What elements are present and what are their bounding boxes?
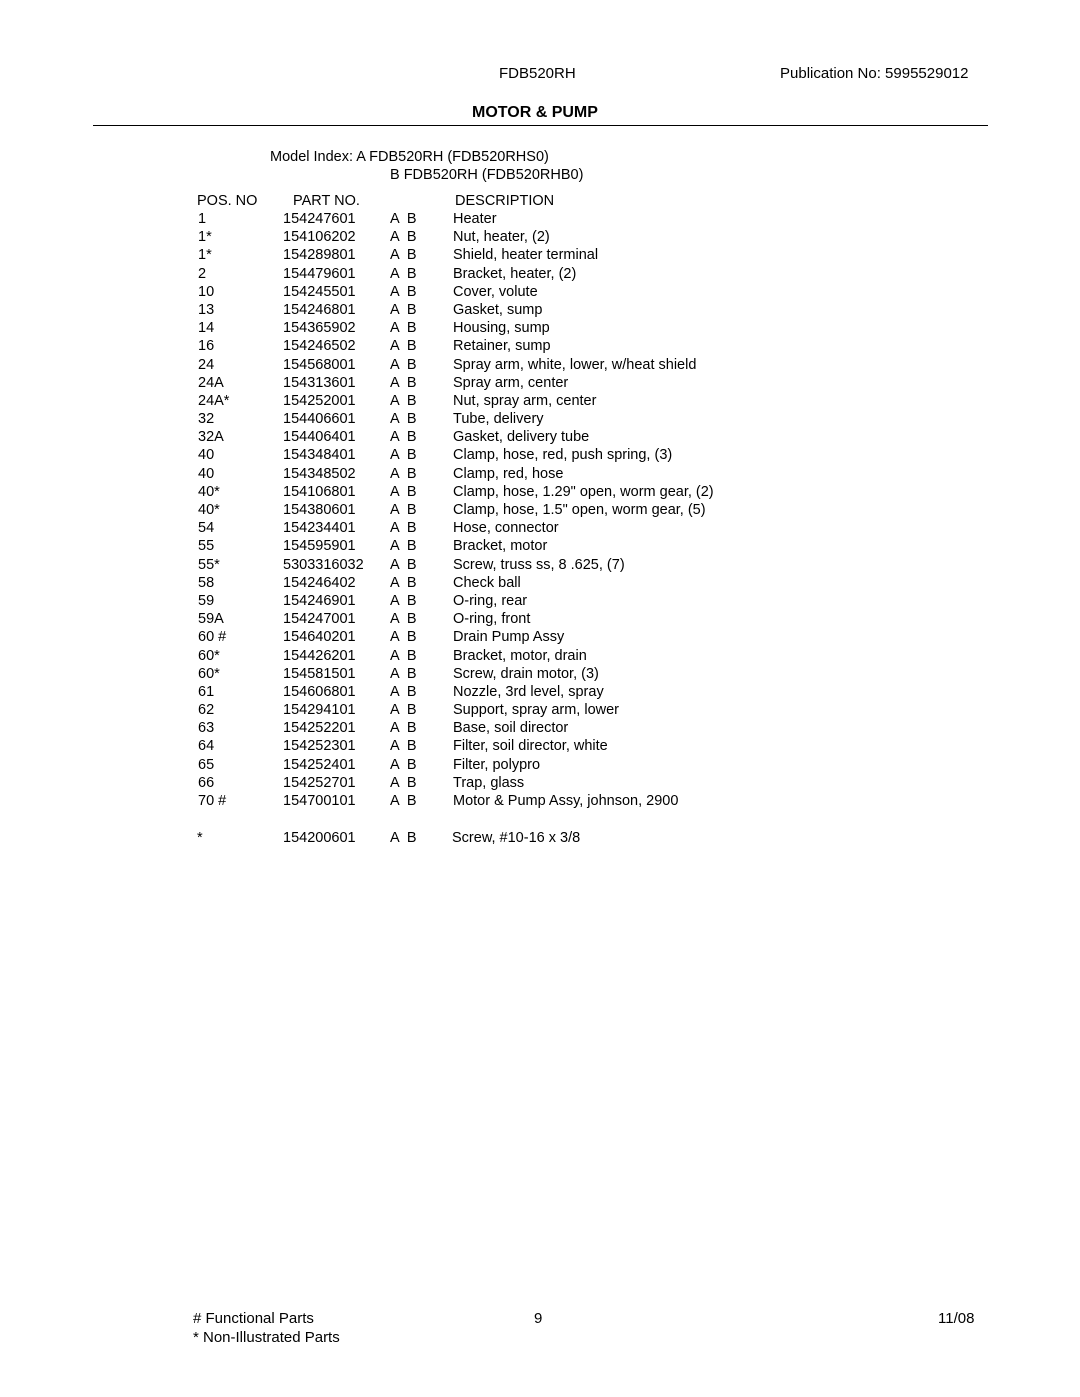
part-number: 154246901 xyxy=(283,592,356,609)
part-models: A B xyxy=(390,374,417,391)
part-pos: 65 xyxy=(198,756,215,773)
part-pos: 59 xyxy=(198,592,215,609)
column-header-part: PART NO. xyxy=(293,193,360,209)
header-divider xyxy=(93,125,988,126)
part-description: Clamp, hose, 1.29" open, worm gear, (2) xyxy=(453,483,714,500)
footer-date: 11/08 xyxy=(938,1310,975,1327)
part-description: Shield, heater terminal xyxy=(453,247,599,264)
part-description: Support, spray arm, lower xyxy=(453,702,620,719)
part-description: Cover, volute xyxy=(453,283,538,300)
part-number: 154365902 xyxy=(283,320,356,337)
part-row xyxy=(0,301,1080,319)
part-description: Heater xyxy=(453,211,497,227)
part-models: A B xyxy=(390,465,417,482)
part-description: Trap, glass xyxy=(453,774,525,791)
part-description: Bracket, heater, (2) xyxy=(453,265,577,282)
part-pos: 1 xyxy=(198,211,207,227)
part-row xyxy=(0,719,1080,737)
section-title: MOTOR & PUMP xyxy=(472,104,598,121)
part-pos: 66 xyxy=(198,774,215,791)
part-number: 154234401 xyxy=(283,520,356,537)
part-models: A B xyxy=(390,720,417,737)
part-models: A B xyxy=(390,611,417,628)
part-pos: 63 xyxy=(198,720,215,737)
part-row xyxy=(0,574,1080,592)
part-description: Gasket, delivery tube xyxy=(453,429,590,446)
part-description: Nozzle, 3rd level, spray xyxy=(453,683,604,700)
part-row-screw xyxy=(0,829,1080,847)
part-description: Check ball xyxy=(453,574,521,591)
part-row xyxy=(0,374,1080,392)
part-pos: 60 # xyxy=(198,629,227,646)
part-row xyxy=(0,756,1080,774)
part-models: A B xyxy=(390,738,417,755)
part-row xyxy=(0,265,1080,283)
part-number: 154252401 xyxy=(283,756,356,773)
part-row xyxy=(0,592,1080,610)
part-models: A B xyxy=(390,265,417,282)
part-description: Filter, soil director, white xyxy=(453,738,608,755)
part-pos: 24A xyxy=(198,374,224,391)
part-pos: 40 xyxy=(198,465,215,482)
part-pos: 24 xyxy=(198,356,215,373)
part-row xyxy=(0,465,1080,483)
part-models: A B xyxy=(390,592,417,609)
part-row xyxy=(0,737,1080,755)
part-models: A B xyxy=(390,320,417,337)
part-models: A B xyxy=(390,411,417,428)
part-number: 154348502 xyxy=(283,465,356,482)
part-models: A B xyxy=(390,702,417,719)
part-row xyxy=(0,501,1080,519)
part-description: Nut, spray arm, center xyxy=(453,392,597,409)
model-index-a: Model Index: A FDB520RH (FDB520RHS0) xyxy=(270,149,549,165)
part-description: Screw, drain motor, (3) xyxy=(453,665,599,682)
part-number: 154426201 xyxy=(283,647,356,664)
part-description: Bracket, motor xyxy=(453,538,548,555)
part-pos: 40* xyxy=(198,502,220,518)
model-number: FDB520RH xyxy=(499,65,576,82)
part-models: A B xyxy=(390,683,417,700)
part-number: 154294101 xyxy=(283,702,356,719)
part-description: Hose, connector xyxy=(453,520,559,537)
part-pos: 59A xyxy=(198,611,224,628)
part-pos: 62 xyxy=(198,702,215,719)
part-row xyxy=(0,610,1080,628)
part-number: 154246502 xyxy=(283,338,356,355)
part-models: A B xyxy=(390,830,417,846)
part-number: 154247601 xyxy=(283,211,356,227)
part-models: A B xyxy=(390,429,417,446)
part-row xyxy=(0,519,1080,537)
part-number: 5303316032 xyxy=(283,556,364,573)
part-row xyxy=(0,210,1080,228)
part-description: Screw, truss ss, 8 .625, (7) xyxy=(453,556,625,573)
part-description: Screw, #10-16 x 3/8 xyxy=(452,830,581,846)
part-models: A B xyxy=(390,447,417,464)
part-description: Clamp, hose, 1.5" open, worm gear, (5) xyxy=(453,502,706,518)
part-pos: 55 xyxy=(198,538,215,555)
part-models: A B xyxy=(390,229,417,246)
part-number: 154348401 xyxy=(283,447,356,464)
part-pos: 1* xyxy=(198,247,212,264)
part-row xyxy=(0,683,1080,701)
part-description: Spray arm, center xyxy=(453,374,569,391)
footer-non-illustrated-note: * Non-Illustrated Parts xyxy=(193,1329,340,1346)
part-models: A B xyxy=(390,247,417,264)
part-number: 154247001 xyxy=(283,611,356,628)
part-pos: 61 xyxy=(198,683,215,700)
part-models: A B xyxy=(390,574,417,591)
part-pos: 55* xyxy=(198,556,220,573)
part-pos: 14 xyxy=(198,320,215,337)
part-row xyxy=(0,483,1080,501)
part-number: 154252001 xyxy=(283,392,356,409)
part-models: A B xyxy=(390,793,417,809)
part-number: 154313601 xyxy=(283,374,356,391)
part-description: O-ring, rear xyxy=(453,592,528,609)
part-pos: 70 # xyxy=(198,793,227,809)
parts-list xyxy=(0,210,1080,810)
part-description: Clamp, red, hose xyxy=(453,465,564,482)
footer-functional-note: # Functional Parts xyxy=(193,1310,314,1327)
part-models: A B xyxy=(390,283,417,300)
part-pos: 54 xyxy=(198,520,215,537)
column-header-description: DESCRIPTION xyxy=(455,193,555,209)
part-pos: 64 xyxy=(198,738,215,755)
part-row xyxy=(0,246,1080,264)
part-number: 154406401 xyxy=(283,429,356,446)
part-description: Bracket, motor, drain xyxy=(453,647,587,664)
part-row xyxy=(0,701,1080,719)
part-pos: 24A* xyxy=(198,392,230,409)
part-number: 154289801 xyxy=(283,247,356,264)
part-models: A B xyxy=(390,756,417,773)
part-description: O-ring, front xyxy=(453,611,531,628)
part-row xyxy=(0,774,1080,792)
part-row xyxy=(0,319,1080,337)
part-description: Motor & Pump Assy, johnson, 2900 xyxy=(453,793,679,809)
part-description: Nut, heater, (2) xyxy=(453,229,550,246)
part-description: Filter, polypro xyxy=(453,756,541,773)
part-row xyxy=(0,446,1080,464)
part-pos: 13 xyxy=(198,301,215,318)
part-number: 154252701 xyxy=(283,774,356,791)
part-pos: 40 xyxy=(198,447,215,464)
part-description: Drain Pump Assy xyxy=(453,629,565,646)
part-models: A B xyxy=(390,774,417,791)
part-row xyxy=(0,356,1080,374)
part-description: Base, soil director xyxy=(453,720,569,737)
part-row xyxy=(0,537,1080,555)
part-number: 154245501 xyxy=(283,283,356,300)
part-description: Housing, sump xyxy=(453,320,550,337)
part-description: Tube, delivery xyxy=(453,411,544,428)
part-number: 154252201 xyxy=(283,720,356,737)
part-pos: 60* xyxy=(198,647,220,664)
part-models: A B xyxy=(390,356,417,373)
part-models: A B xyxy=(390,301,417,318)
part-models: A B xyxy=(390,338,417,355)
part-row xyxy=(0,665,1080,683)
part-row xyxy=(0,283,1080,301)
part-number: 154595901 xyxy=(283,538,356,555)
part-description: Clamp, hose, red, push spring, (3) xyxy=(453,447,673,464)
part-pos: 16 xyxy=(198,338,215,355)
part-pos: 10 xyxy=(198,283,215,300)
part-number: 154106202 xyxy=(283,229,356,246)
part-number: 154479601 xyxy=(283,265,356,282)
part-row xyxy=(0,337,1080,355)
part-row xyxy=(0,556,1080,574)
part-number: 154380601 xyxy=(283,502,356,518)
part-number: 154606801 xyxy=(283,683,356,700)
part-pos: * xyxy=(197,830,203,846)
part-row xyxy=(0,647,1080,665)
part-number: 154246801 xyxy=(283,301,356,318)
part-number: 154246402 xyxy=(283,574,356,591)
part-number: 154700101 xyxy=(283,793,356,809)
part-models: A B xyxy=(390,556,417,573)
column-header-pos: POS. NO xyxy=(197,193,258,209)
part-description: Spray arm, white, lower, w/heat shield xyxy=(453,356,697,373)
part-models: A B xyxy=(390,483,417,500)
part-models: A B xyxy=(390,520,417,537)
part-pos: 2 xyxy=(198,265,207,282)
model-index-b: B FDB520RH (FDB520RHB0) xyxy=(390,167,584,183)
part-models: A B xyxy=(390,665,417,682)
publication-number: Publication No: 5995529012 xyxy=(780,65,969,82)
part-number: 154568001 xyxy=(283,356,356,373)
part-row xyxy=(0,410,1080,428)
part-pos: 60* xyxy=(198,665,220,682)
part-number: 154252301 xyxy=(283,738,356,755)
part-models: A B xyxy=(390,647,417,664)
part-row xyxy=(0,428,1080,446)
part-row xyxy=(0,392,1080,410)
part-models: A B xyxy=(390,392,417,409)
part-pos: 1* xyxy=(198,229,212,246)
part-models: A B xyxy=(390,211,417,227)
part-number: 154640201 xyxy=(283,629,356,646)
part-pos: 40* xyxy=(198,483,220,500)
part-models: A B xyxy=(390,502,417,518)
part-row xyxy=(0,792,1080,810)
part-number: 154106801 xyxy=(283,483,356,500)
part-models: A B xyxy=(390,538,417,555)
part-row xyxy=(0,628,1080,646)
part-description: Gasket, sump xyxy=(453,301,543,318)
part-number: 154200601 xyxy=(283,830,356,846)
page-number: 9 xyxy=(534,1310,543,1327)
part-models: A B xyxy=(390,629,417,646)
part-number: 154406601 xyxy=(283,411,356,428)
part-pos: 32 xyxy=(198,411,215,428)
part-description: Retainer, sump xyxy=(453,338,551,355)
part-number: 154581501 xyxy=(283,665,356,682)
part-row xyxy=(0,228,1080,246)
part-pos: 32A xyxy=(198,429,224,446)
part-pos: 58 xyxy=(198,574,215,591)
